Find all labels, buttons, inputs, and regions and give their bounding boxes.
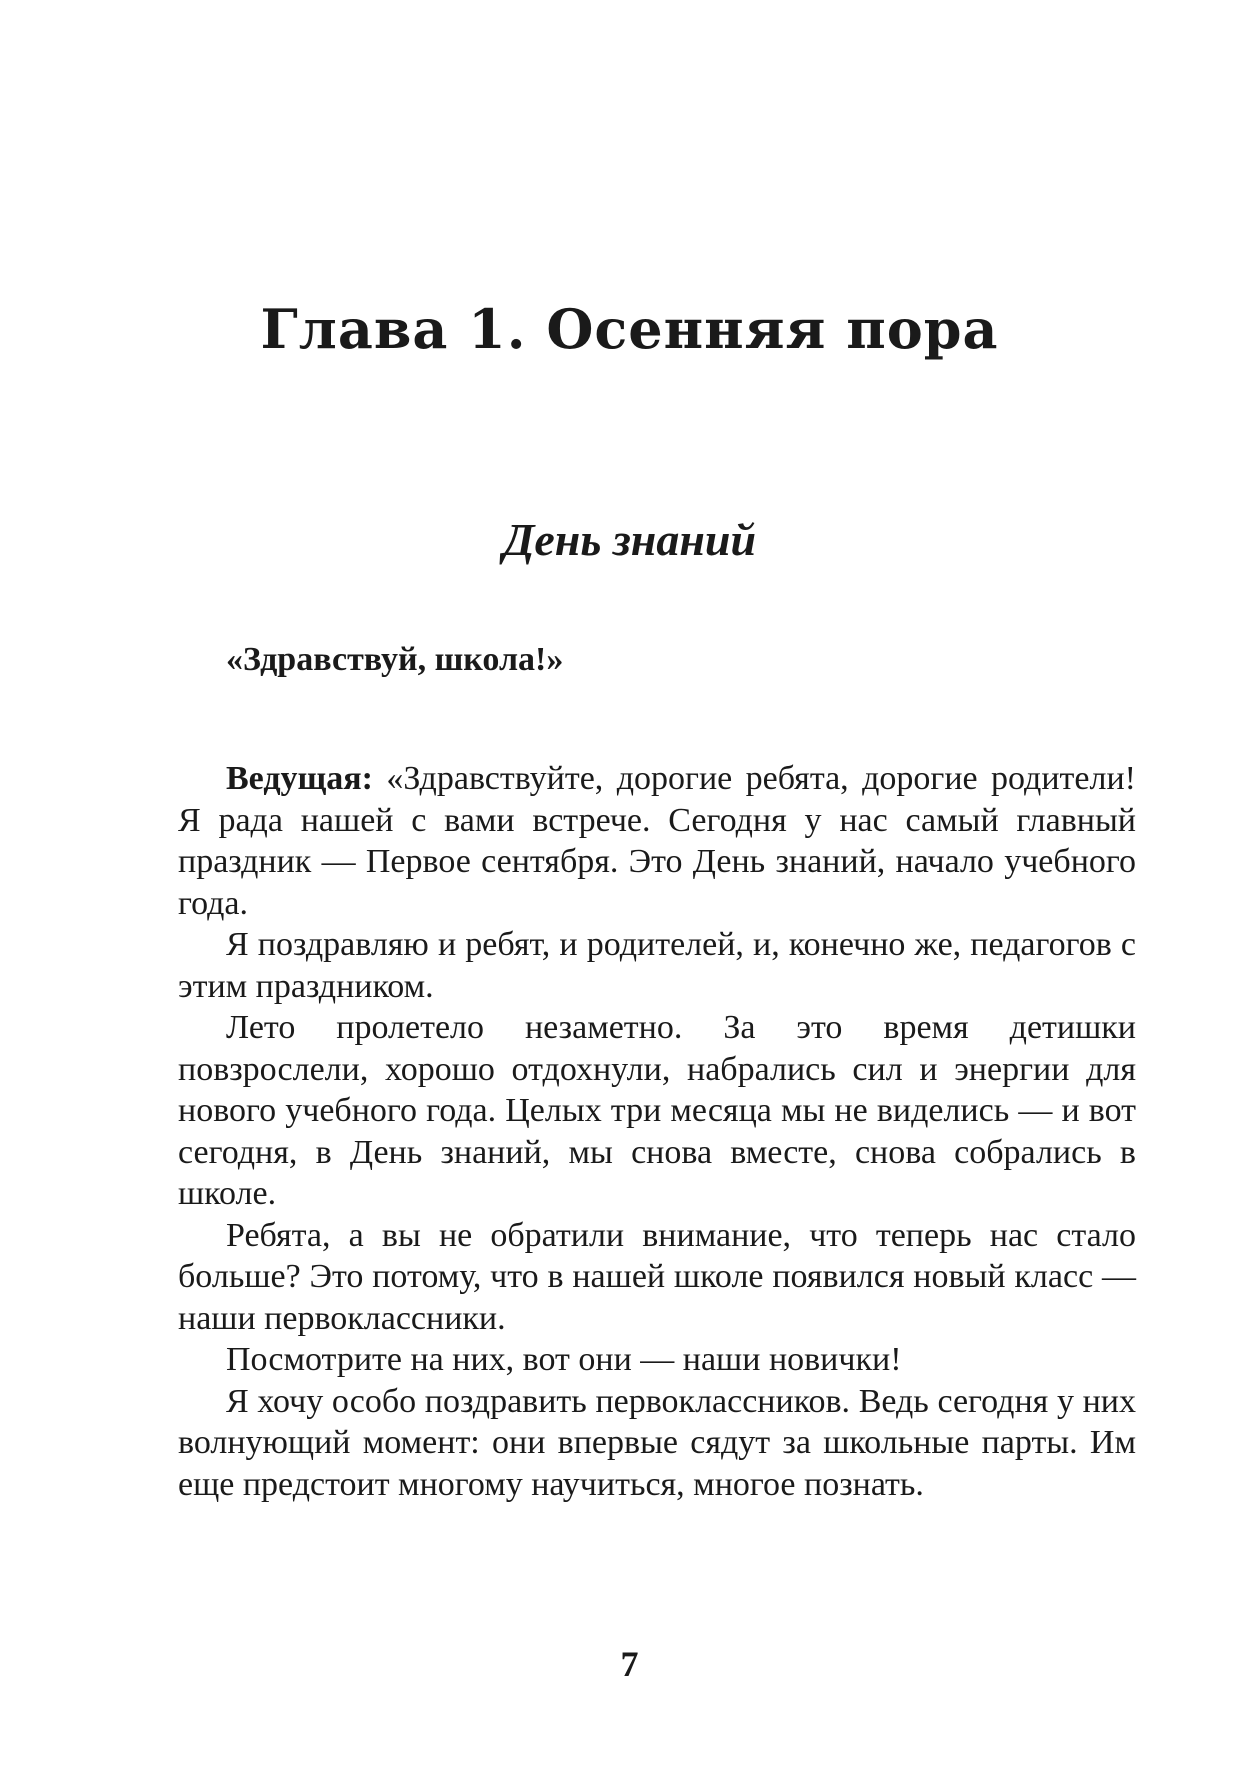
- scene-title: «Здравствуй, школа!»: [226, 641, 564, 678]
- paragraph: Лето пролетело незаметно. За это время детишки повзрослели, хорошо отдохнули, набрались сил и энергии для нового учебного года. Целых три месяца мы не виделись — и вот сегодня, в День знаний, мы снова вместе, снова собрались в школе.: [178, 1009, 1136, 1212]
- speaker-label: Ведущая:: [226, 760, 373, 797]
- paragraph: Ребята, а вы не обратили внимание, что теперь нас стало больше? Это потому, что в нашей школе появился новый класс — наши первоклассники.: [178, 1216, 1136, 1337]
- paragraph: [178, 758, 1136, 924]
- paragraph: Я поздравляю и ребят, и родителей, и, конечно же, педагогов с этим праздником.: [178, 926, 1136, 1005]
- paragraph: Посмотрите на них, вот они — наши новички!: [226, 1341, 902, 1378]
- paragraph: Я хочу особо поздравить первоклассников. Ведь сегодня у них волнующий момент: они впервые сядут за школьные парты. Им еще предстоит многому научиться, многое познать.: [178, 1382, 1136, 1503]
- body-text: [178, 758, 1136, 1505]
- section-title: День знаний: [502, 514, 757, 565]
- chapter-title: Глава 1. Осенняя пора: [260, 297, 999, 361]
- paragraph-text: «Здравствуйте, дорогие ребята, дорогие родители! Я рада нашей с вами встрече. Сегодня у нас самый главный праздник — Первое сентября. Это День знаний, начало учебного года.: [178, 760, 1136, 922]
- page-number: 7: [620, 1644, 639, 1684]
